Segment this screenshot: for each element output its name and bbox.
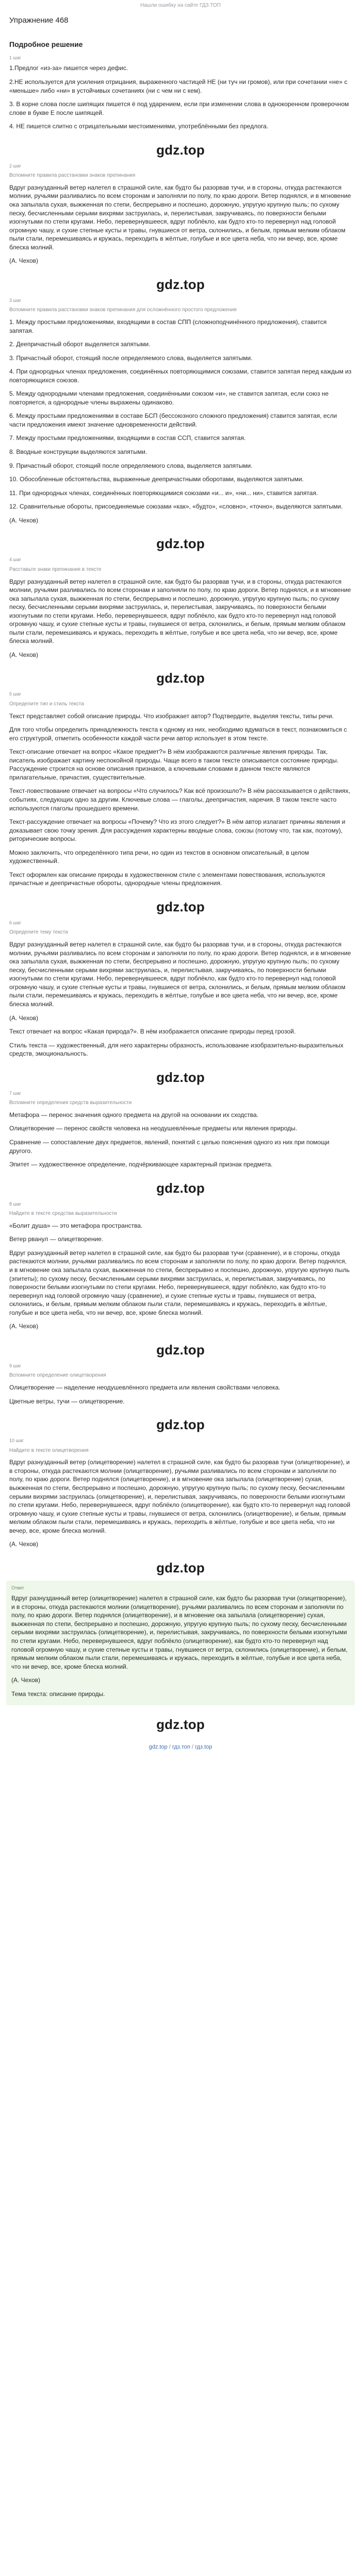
page-title: Упражнение 468 bbox=[9, 16, 69, 25]
watermark-logo: gdz.top bbox=[156, 1717, 205, 1733]
step-paragraph: (А. Чехов) bbox=[9, 651, 38, 658]
step-paragraph: Ветер рванул — олицетворение. bbox=[9, 1235, 104, 1243]
step-label: 9 шаг bbox=[9, 1363, 22, 1368]
step-paragraph: Можно заключить, что определённого типа речи, но один из текстов в основном описательный, в целом художественный. bbox=[9, 849, 309, 865]
step-label: 3 шаг bbox=[9, 297, 22, 303]
watermark-logo: gdz.top bbox=[156, 670, 205, 686]
step-paragraph: Метафора — перенос значения одного предмета на другой на основании их сходства. bbox=[9, 1111, 259, 1118]
step-caption: Определите тему текста bbox=[9, 929, 68, 936]
step-paragraph: 8. Вводные конструкции выделяются запятыми. bbox=[9, 448, 147, 456]
step-paragraph: (А. Чехов) bbox=[9, 257, 38, 265]
step-caption: Вспомните определения средств выразительности bbox=[9, 1100, 132, 1106]
step-label: 10 шаг bbox=[9, 1438, 24, 1444]
watermark-logo: gdz.top bbox=[156, 1180, 205, 1196]
solution-step bbox=[9, 297, 352, 525]
solution-step bbox=[9, 920, 352, 1058]
step-paragraph: (А. Чехов) bbox=[11, 1676, 40, 1684]
step-paragraph: (А. Чехов) bbox=[9, 1014, 38, 1022]
step-paragraph: Олицетворение — перенос свойств человека на неодушевлённые предметы или явления природы. bbox=[9, 1125, 298, 1132]
step-paragraph: (А. Чехов) bbox=[9, 516, 38, 524]
step-paragraph: Вдруг разнузданный ветер (олицетворение) налетел в страшной силе, как будто бы разорвав тучи (олицетворение), и в стороны, откуда растекаются молнии (олицетворение), ручьями разливались по всем сторонам и заполняли по полу, по краю дороги. Ветер поднялся (олицетворение), и в мгновение ока запылала (олицетворение) сухая, выжженная по степи, беспрерывно и поспешно, дорожную, упругую крупную пыль; по сухому песку, бесчисленными серыми вихрями заструилась (олицетворение), и, перелистывая, закручиваясь, по поверхности белыми изогнутыми по степи кругами. Небо, перевернувшееся, вдруг поблёкло (олицетворение), как будто кто-то перевернул над головой огромную чашу, и сухие степные кусты и травы, гнувшиеся от ветра, склонились (олицетворение), и белым, прямым мелким облаком пыли стали, перемешиваясь и кружась, переходить в жёлтые, голубые и все цвета неба, что ни вечер, все, кроме блеска молний. bbox=[9, 1459, 351, 1534]
step-paragraph: (А. Чехов) bbox=[9, 1540, 38, 1548]
step-paragraph: 3. В корне слова после шипящих пишется ё под ударением, если при изменении слова в однокоренном проверочном слове в букве Е после шипящей. bbox=[9, 100, 349, 116]
watermark-logo: gdz.top bbox=[156, 536, 205, 552]
bottom-link[interactable]: гдз.топ bbox=[172, 1744, 190, 1751]
step-paragraph: Вдруг разнузданный ветер (олицетворение) налетел в страшной силе, как будто бы разорвав тучи (олицетворение), и в стороны, откуда растекаются молнии (олицетворение), ручьями разливались по всем сторонам и заполняли по полу, по краю дороги. Ветер поднялся (олицетворение), и в мгновение ока запылала (олицетворение) сухая, выжженная по степи, беспрерывно и поспешно, дорожную, упругую крупную пыль; по сухому песку, бесчисленными серыми вихрями заструилась (олицетворение), и, перелистывая, закручиваясь, по поверхности белыми изогнутыми по степи кругами. Небо, перевернувшееся, вдруг поблёкло (олицетворение), как будто кто-то перевернул над головой огромную чашу, и сухие степные кусты и травы, гнувшиеся от ветра, склонились (олицетворение), и белым, прямым мелким облаком пыли стали, перемешиваясь и кружась, переходить в жёлтые, голубые и все цвета неба, что ни вечер, все, кроме блеска молний. bbox=[11, 1595, 348, 1670]
step-label: 8 шаг bbox=[9, 1201, 22, 1207]
bottom-link[interactable]: gdz.top bbox=[149, 1744, 168, 1751]
watermark-logo: gdz.top bbox=[156, 1069, 205, 1085]
bottom-links bbox=[9, 1743, 352, 1751]
step-paragraph: Вдруг разнузданный ветер налетел в страшной силе, как будто бы разорвав тучи (сравнение), и в стороны, откуда растекаются молнии, ручьями разливались по всем сторонам и заполняли по полу, по краю дороги. Ветер поднялся, и в мгновение ока запылала сухая, выжженная по степи, беспрерывно и поспешно, дорожную, упругую крупную пыль (эпитеты); по сухому песку, бесчисленными серыми вихрями заструилась, и, перелистывая, закручиваясь, по поверхности белыми изогнутыми по степи кругами. Небо, перевернувшееся, вдруг поблёкло, как будто кто-то перевернул над головой огромную чашу (сравнение), и сухие степные кусты и травы, гнувшиеся от ветра, склонились, и белым, прямым мелким облаком пыли стали, перемешиваясь и кружась, переходить в жёлтые, голубые и все цвета неба, что ни вечер, все, кроме блеска молний. bbox=[9, 1249, 350, 1316]
step-label: 6 шаг bbox=[9, 920, 22, 925]
step-paragraph: Текст-повествование отвечает на вопросы «Что случилось? Как всё произошло?» В нём рассказывается о действиях, событиях, следующих одно за другим. Ключевые слова — глаголы, деепричастия, наречия. В таком тексте часто используются глаголы прошедшего времени. bbox=[9, 787, 350, 812]
step-paragraph: 11. При однородных членах, соединённых повторяющимися союзами «и... и», «ни... ни», ставится запятая. bbox=[9, 489, 318, 497]
step-paragraph: 4. При однородных членах предложения, соединённых повторяющимися союзами, ставится запятая перед каждым из повторяющихся союзов. bbox=[9, 368, 352, 384]
watermark-logo: gdz.top bbox=[156, 899, 205, 914]
separator: / bbox=[191, 1744, 195, 1751]
step-label: Ответ bbox=[11, 1585, 24, 1590]
watermark-logo: gdz.top bbox=[156, 1560, 205, 1575]
step-paragraph: (А. Чехов) bbox=[9, 1323, 38, 1330]
step-paragraph: 2.НЕ используется для усиления отрицания, выраженного частицей НЕ (ни туч ни громов), или при сочетании «не» с «меньше» либо «ни» в устойчивых сочетаниях (ни с чем ни с кем). bbox=[9, 78, 348, 94]
step-paragraph: 1. Между простыми предложениями, входящими в состав СПП (сложноподчинённого предложения), ставится запятая. bbox=[9, 318, 327, 334]
watermark-logo: gdz.top bbox=[156, 1342, 205, 1358]
solution-step bbox=[9, 1437, 352, 1549]
step-paragraph: Стиль текста — художественный, для него характерны образность, использование изобразительно-выразительных средств, эмоциональность. bbox=[9, 1041, 343, 1058]
solution-step bbox=[9, 55, 352, 131]
step-paragraph: 3. Причастный оборот, стоящий после определяемого слова, выделяется запятыми. bbox=[9, 354, 253, 362]
step-caption: Определите тип и стиль текста bbox=[9, 701, 84, 707]
step-paragraph: Вдруг разнузданный ветер налетел в страшной силе, как будто бы разорвав тучи, и в стороны, откуда растекаются молнии, ручьями разливались по всем сторонам и заполняли по полу, по краю дороги. Ветер поднялся, и в мгновение ока запылала сухая, выжженная по степи, беспрерывно и поспешно, дорожную, упругую крупную пыль; по сухому песку, бесчисленными серыми вихрями заструилась, и, перелистывая, закручиваясь, по поверхности белыми изогнутыми по степи кругами. Небо, перевернувшееся, вдруг поблёкло, как будто кто-то перевернул над головой огромную чашу, и сухие степные кусты и травы, гнувшиеся от ветра, склонились, и белым, прямым мелким облаком пыли стали, перемешиваясь и кружась, переходить в жёлтые, голубые и все цвета неба, что ни вечер, все, кроме блеска молний. bbox=[9, 183, 351, 251]
step-paragraph: Текст отвечает на вопрос «Какая природа?». В нём изображается описание природы перед грозой. bbox=[9, 1028, 296, 1036]
step-label: 1 шаг bbox=[9, 55, 22, 60]
step-label: 2 шаг bbox=[9, 163, 22, 168]
step-paragraph: Текст оформлен как описание природы в художественном стиле с элементами повествования, используются причастные и деепричастные обороты, однородные члены предложения. bbox=[9, 871, 325, 887]
answer-block bbox=[6, 1581, 355, 1705]
solution-step bbox=[9, 1201, 352, 1331]
step-paragraph: Олицетворение — наделение неодушевлённого предмета или явления свойствами человека. bbox=[9, 1384, 281, 1392]
step-label: 5 шаг bbox=[9, 691, 22, 697]
step-paragraph: Текст представляет собой описание природы. Что изображает автор? Подтвердите, выделяя тексты, типы речи. bbox=[9, 712, 334, 720]
step-caption: Вспомните правила расстановки знаков препинания для осложнённого простого предложения bbox=[9, 307, 237, 313]
step-paragraph: Эпитет — художественное определение, подчёркивающее характерный признак предмета. bbox=[9, 1161, 273, 1168]
step-caption: Найдите в тексте олицетворения bbox=[9, 1447, 89, 1453]
solution-steps bbox=[9, 55, 352, 1734]
step-caption: Вспомните определение олицетворения bbox=[9, 1372, 106, 1379]
separator: / bbox=[169, 1744, 172, 1751]
step-paragraph: 4. НЕ пишется слитно с отрицательными местоимениями, употреблёнными без предлога. bbox=[9, 123, 269, 130]
solution-step bbox=[9, 556, 352, 659]
watermark-logo: gdz.top bbox=[156, 142, 205, 158]
solution-step bbox=[9, 691, 352, 888]
step-paragraph: 5. Между однородными членами предложения, соединёнными союзом «и», не ставится запятая, если союз не повторяется, а однородные члены выражены одинаково. bbox=[9, 390, 329, 406]
step-paragraph: Текст-описание отвечает на вопрос «Какое предмет?» В нём изображаются различные явления природы. Так, писатель изображает картину неспокойной природы. Чаще всего в таком тексте описывается состояние природы. Рассуждение строится на основе описания признаков, а ключевыми словами в данном тексте являются прилагательные, причастия, существительные. bbox=[9, 748, 339, 781]
solution-step bbox=[9, 163, 352, 265]
watermark-logo: gdz.top bbox=[156, 1417, 205, 1433]
step-paragraph: «Болит душа» — это метафора пространства. bbox=[9, 1222, 143, 1229]
step-paragraph: Для того чтобы определить принадлежность текста к одному из них, необходимо вдуматься в текст, познакомиться с его структурой, отметить особенности каждой части речи автор использует в этом тексте. bbox=[9, 726, 347, 742]
watermark-logo: gdz.top bbox=[156, 276, 205, 292]
step-caption: Расставьте знаки препинания в тексте bbox=[9, 566, 102, 572]
step-paragraph: 2. Деепричастный оборот выделяется запятыми. bbox=[9, 341, 151, 348]
step-caption: Найдите в тексте средства выразительности bbox=[9, 1211, 117, 1217]
step-paragraph: Вдруг разнузданный ветер налетел в страшной силе, как будто бы разорвав тучи, и в стороны, откуда растекаются молнии, ручьями разливались по всем сторонам и заполняли по полу, по краю дороги. Ветер поднялся, и в мгновение ока запылала сухая, выжженная по степи, беспрерывно и поспешно, дорожную, упругую крупную пыль; по сухому песку, бесчисленными серыми вихрями заструилась, и, перелистывая, закручиваясь, по поверхности белыми изогнутыми по степи кругами. Небо, перевернувшееся, вдруг поблёкло, как будто кто-то перевернул над головой огромную чашу, и сухие степные кусты и травы, гнувшиеся от ветра, склонились, и белым, прямым мелким облаком пыли стали, перемешиваясь и кружась, переходить в жёлтые, голубые и все цвета неба, что ни вечер, все, кроме блеска молний. bbox=[9, 941, 351, 1008]
step-paragraph: Вдруг разнузданный ветер налетел в страшной силе, как будто бы разорвав тучи, и в стороны, откуда растекаются молнии, ручьями разливались по всем сторонам и заполняли по полу, по краю дороги. Ветер поднялся, и в мгновение ока запылала сухая, выжженная по степи, беспрерывно и поспешно, дорожную, упругую крупную пыль; по сухому песку, бесчисленными серыми вихрями заструилась, и, перелистывая, закручиваясь, по поверхности белыми изогнутыми по степи кругами. Небо, перевернувшееся, вдруг поблёкло, как будто кто-то перевернул над головой огромную чашу, и сухие степные кусты и травы, гнувшиеся от ветра, склонились, и белым, прямым мелким облаком пыли стали, перемешиваясь и кружась, переходить в жёлтые, голубые и все цвета неба, что ни вечер, все, кроме блеска молний. bbox=[9, 578, 351, 645]
step-paragraph: 9. Причастный оборот, стоящий после определяемого слова, выделяется запятыми. bbox=[9, 462, 253, 469]
solution-step bbox=[9, 1363, 352, 1405]
section-title: Подробное решение bbox=[9, 40, 83, 48]
step-paragraph: 12. Сравнительные обороты, присоединяемые союзами «как», «будто», «словно», «точно», выделяются запятыми. bbox=[9, 503, 343, 511]
step-label: 4 шаг bbox=[9, 557, 22, 563]
solution-step bbox=[9, 1090, 352, 1169]
step-paragraph: Сравнение — сопоставление двух предметов, явлений, понятий с целью пояснения одного из них при помощи другого. bbox=[9, 1139, 330, 1155]
step-paragraph: 6. Между простыми предложениями в составе БСП (бессоюзного сложного предложения) ставится запятая, если части предложения имеют значение одновременности действий. bbox=[9, 412, 337, 428]
step-label: 7 шаг bbox=[9, 1090, 22, 1096]
step-paragraph: Текст-рассуждение отвечает на вопросы «Почему? Что из этого следует?» В нём автор излагает причины явления и доказывает свою точку зрения. Для рассуждения характерны вводные слова, союзы (потому что, так как, поэтому), риторические вопросы. bbox=[9, 818, 346, 843]
step-paragraph: Тема текста: описание природы. bbox=[11, 1690, 105, 1698]
bottom-link[interactable]: гдз.top bbox=[195, 1744, 212, 1751]
report-error-link[interactable]: Нашли ошибку на сайте ГДЗ.ТОП bbox=[140, 3, 221, 8]
step-paragraph: 1.Предлог «из-за» пишется через дефис. bbox=[9, 64, 128, 72]
step-caption: Вспомните правила расстановки знаков препинания bbox=[9, 173, 136, 179]
step-paragraph: 7. Между простыми предложениями, входящими в состав ССП, ставится запятая. bbox=[9, 434, 246, 442]
step-paragraph: 10. Обособленные обстоятельства, выраженные деепричастными оборотами, выделяются запятыми. bbox=[9, 476, 304, 483]
step-paragraph: Цветные ветры, тучи — олицетворение. bbox=[9, 1397, 125, 1405]
